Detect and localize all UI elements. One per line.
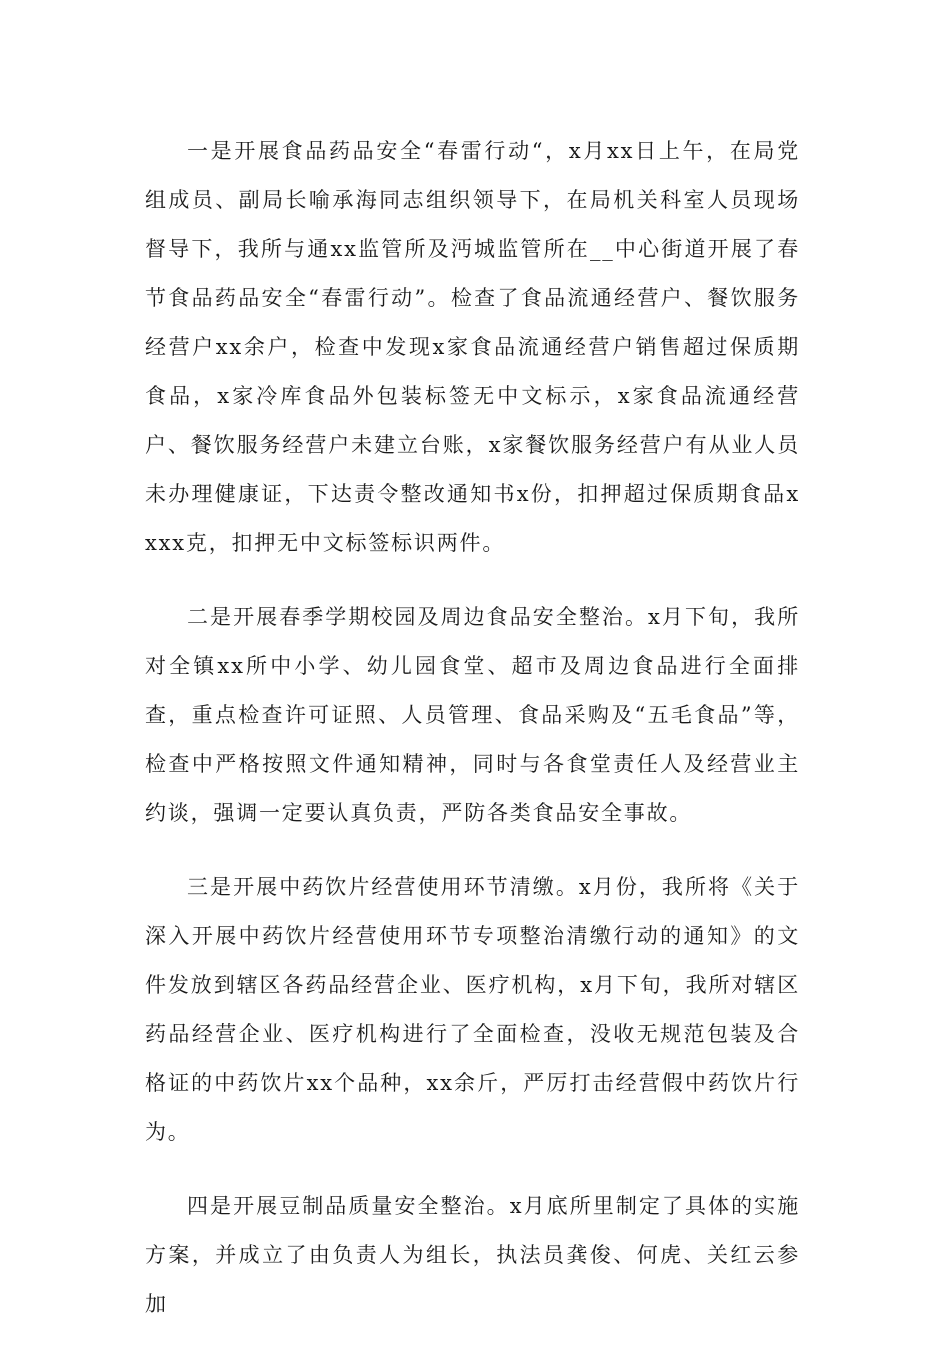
paragraph-soy-products-rectification: 四是开展豆制品质量安全整治。x月底所里制定了具体的实施方案，并成立了由负责人为组长，执法员龚俊、何虎、关红云参加	[145, 1194, 800, 1316]
paragraph-spring-thunder-action: 一是开展食品药品安全“春雷行动“，x月xx日上午，在局党组成员、副局长喻承海同志组织领导下，在局机关科室人员现场督导下，我所与通xx监管所及沔城监管所在__中心街道开展了春节食品药品安全“春雷行动”。检查了食品流通经营户、餐饮服务经营户xx余户，检查中发现x家食品流通经营户销售超过保质期食品，x家冷库食品外包装标签无中文标示，x家食品流通经营户、餐饮服务经营户未建立台账，x家餐饮服务经营户有从业人员未办理健康证，下达责令整改通知书x份，扣押超过保质期食品xxxx克，扣押无中文标签标识两件。	[145, 139, 800, 555]
document-body	[145, 127, 800, 1354]
paragraph-campus-food-safety: 二是开展春季学期校园及周边食品安全整治。x月下旬，我所对全镇xx所中小学、幼儿园食堂、超市及周边食品进行全面排查，重点检查许可证照、人员管理、食品采购及“五毛食品”等，检查中严格按照文件通知精神，同时与各食堂责任人及经营业主约谈，强调一定要认真负责，严防各类食品安全事故。	[145, 605, 800, 825]
paragraph-herbal-pieces-clearance: 三是开展中药饮片经营使用环节清缴。x月份，我所将《关于深入开展中药饮片经营使用环节专项整治清缴行动的通知》的文件发放到辖区各药品经营企业、医疗机构，x月下旬，我所对辖区药品经营企业、医疗机构进行了全面检查，没收无规范包装及合格证的中药饮片xx个品种，xx余斤，严厉打击经营假中药饮片行为。	[145, 875, 800, 1144]
